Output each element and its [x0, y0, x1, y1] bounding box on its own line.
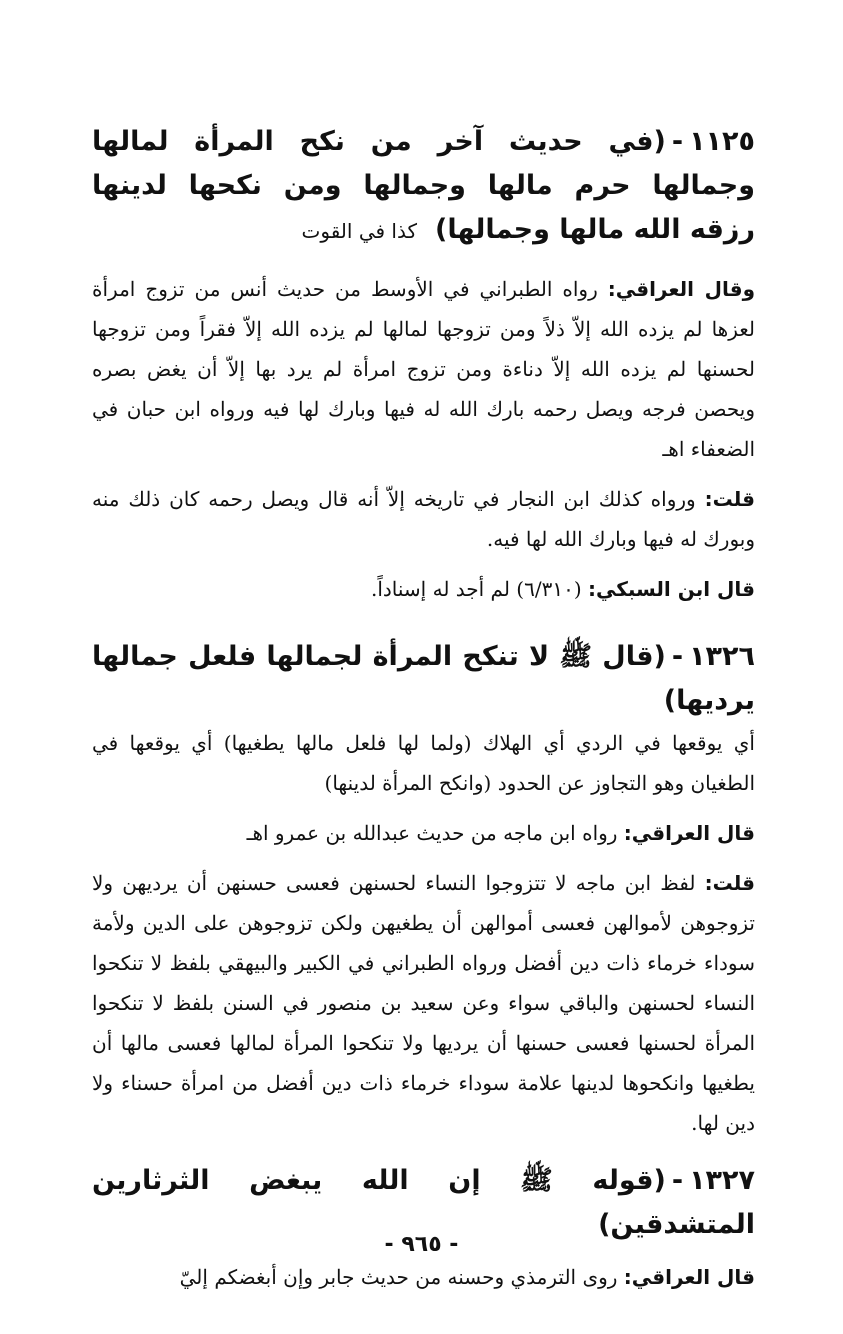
hadith-entry-1125 — [92, 120, 755, 609]
hadith-entry-1327 — [92, 1159, 755, 1297]
entry-heading-text: (قال ﷺ لا تنكح المرأة لجمالها فلعل جمالها يرديها) — [92, 641, 755, 716]
entry-number: ١٣٢٦ — [689, 641, 755, 672]
entry-heading — [92, 120, 755, 253]
page-number: - ٩٦٥ - — [384, 1232, 459, 1257]
paragraph-text: ورواه كذلك ابن النجار في تاريخه إلاّ أنه قال ويصل رحمه كان ذلك منه وبورك له فيها وبارك الله لها فيه. — [92, 487, 755, 551]
entry-number: ١١٢٥ — [689, 126, 755, 157]
entry-heading-text: (في حديث آخر من نكح المرأة لمالها وجمالها حرم مالها وجمالها ومن نكحها لدينها رزقه الله مالها وجمالها) — [92, 126, 755, 245]
paragraph-text: لفظ ابن ماجه لا تتزوجوا النساء لحسنهن فعسى حسنهن أن يرديهن ولا تزوجوهن لأموالهن فعسى أموالهن أن يطغيهن ولكن تزوجوهن على الدين ولأمة سوداء خرماء ذات دين أفضل ورواه الطبراني في الكبير والبيهقي بلفظ لا تنكحوا النساء لحسنهن والباقي سواء وعن سعيد بن منصور في السنن بلفظ لا تنكحوا المرأة لحسنها فعسى حسنها أن يرديها ولا تنكحوا المرأة لمالها فعسى مالها أن يطغيها وانكحوها لدينها علامة سوداء خرماء ذات دين أفضل من امرأة حسناء ولا دين لها. — [92, 871, 755, 1135]
commentary-paragraph — [92, 479, 755, 559]
entry-attribution: كذا في القوت — [301, 219, 417, 243]
explanation-paragraph — [92, 723, 755, 803]
paragraph-label: قلت: — [704, 487, 756, 511]
entry-dash: - — [671, 641, 684, 672]
paragraph-text: (٦/٣١٠) لم أجد له إسناداً. — [370, 577, 582, 601]
paragraph-label: قال العراقي: — [623, 821, 755, 845]
entry-dash: - — [671, 1165, 684, 1196]
paragraph-text: أي يوقعها في الردي أي الهلاك (ولما لها فلعل مالها يطغيها) أي يوقعها في الطغيان وهو التجاوز عن الحدود (وانكح المرأة لدينها) — [92, 731, 755, 795]
commentary-paragraph — [92, 269, 755, 469]
paragraph-text: رواه ابن ماجه من حديث عبدالله بن عمرو اهـ — [246, 821, 618, 845]
entry-number: ١٣٢٧ — [689, 1165, 755, 1196]
commentary-paragraph — [92, 569, 755, 609]
entry-heading — [92, 635, 755, 723]
paragraph-text: رواه الطبراني في الأوسط من حديث أنس من تزوج امرأة لعزها لم يزده الله إلاّ ذلاً ومن تزوجها لمالها لم يزده الله إلاّ فقراً ومن تزوجها لحسنها لم يزده الله إلاّ دناءة ومن تزوج امرأة لم يرد بها إلاّ أن يغض بصره ويحصن فرجه ويصل رحمه بارك الله له فيها وبارك لها فيه ورواه ابن حبان في الضعفاء اهـ — [92, 277, 755, 461]
entry-heading-text: (قوله ﷺ إن الله يبغض الثرثارين المتشدقين) — [92, 1165, 755, 1240]
commentary-paragraph — [92, 1257, 755, 1297]
commentary-paragraph — [92, 863, 755, 1143]
entry-dash: - — [671, 126, 684, 157]
paragraph-label: قال العراقي: — [623, 1265, 755, 1289]
paragraph-text: روى الترمذي وحسنه من حديث جابر وإن أبغضكم إليّ — [179, 1265, 618, 1289]
commentary-paragraph — [92, 813, 755, 853]
paragraph-label: قال ابن السبكي: — [588, 577, 755, 601]
paragraph-label: قلت: — [704, 871, 756, 895]
hadith-entry-1326 — [92, 635, 755, 1143]
paragraph-label: وقال العراقي: — [607, 277, 756, 301]
